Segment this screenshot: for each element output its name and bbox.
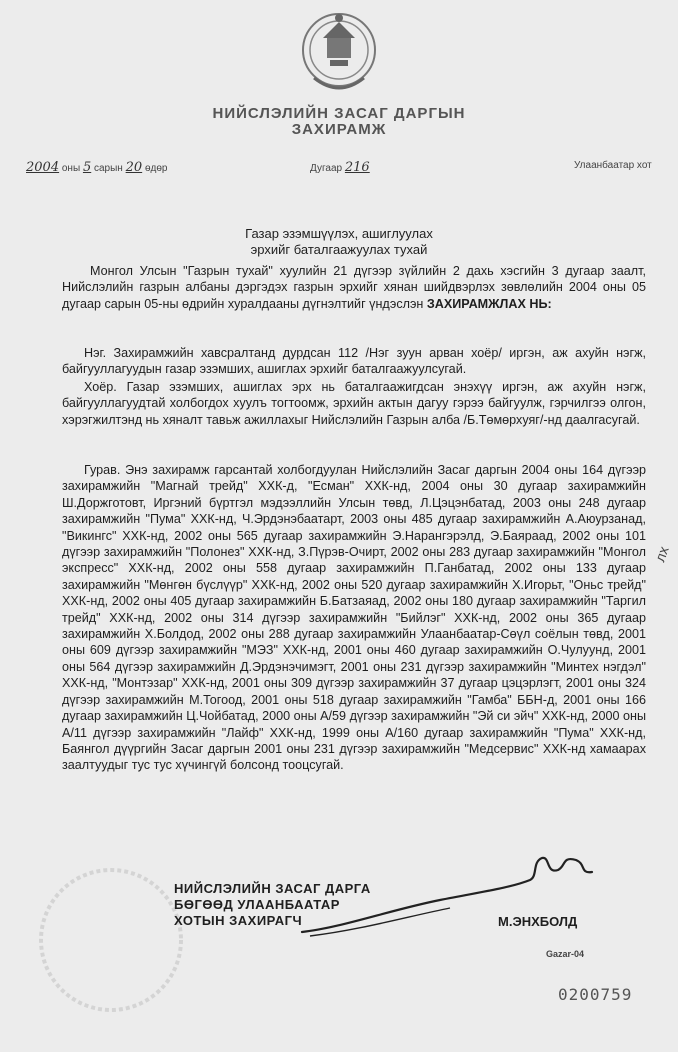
form-code: Gazar-04 xyxy=(546,949,585,959)
month-label: сарын xyxy=(94,163,123,174)
signatory-line-3: ХОТЫН ЗАХИРАГЧ xyxy=(174,913,303,928)
signatory-line-1: НИЙСЛЭЛИЙН ЗАСАГ ДАРГА xyxy=(174,881,371,896)
day-label: өдөр xyxy=(144,163,168,174)
number-label: Дугаар xyxy=(310,163,343,174)
signatory-line-2: БӨГӨӨД УЛААНБААТАР xyxy=(174,897,340,912)
subject-line-2: эрхийг баталгаажуулах тухай xyxy=(250,242,428,257)
city: Улаанбаатар хот xyxy=(574,160,652,171)
number-value: 216 xyxy=(344,160,370,175)
clause-two: Хоёр. Газар эзэмших, ашиглах эрх нь баталгаажигдсан энэхүү иргэн, аж ахуйн нэгж, байгууллагуудтай холбогдох хуулъ тогтоомж, эрхийн актын дагуу гэрээ байгуулж, гэрчилгээ олгон, хэрэгжилтэнд нь хяналт тавьж ажиллахыг Нийслэлийн Газрын алба /Б.Төмөрхуяг/-нд даалгасугай. xyxy=(62,380,646,427)
date-line xyxy=(26,160,167,175)
faded-stamp-icon xyxy=(36,860,186,1020)
document-type: ЗАХИРАМЖ xyxy=(291,121,387,138)
date-month: 5 xyxy=(82,160,92,175)
decree-subject xyxy=(0,226,678,258)
preamble-text: Монгол Улсын "Газрын тухай" хуулийн 21 дүгээр зүйлийн 2 дахь хэсгийн 3 дугаар заалт, Нийслэлийн газрын албаны дэргэдэх газрын эрхийг хянан шийдвэрлэх зөвлөлийн 2004 оны 05 дугаар сарын 05-ны өдрийн хуралдааны дүгнэлтийг үндэслэн xyxy=(62,264,646,311)
clause-one: Нэг. Захирамжийн хавсралтанд дурдсан 112 /Нэг зуун арван хоёр/ иргэн, аж ахуйн нэгж, байгууллагуудын газар эзэмших, ашиглах эрхийг баталгаажуулсугай. xyxy=(62,346,646,377)
signer-name: М.ЭНХБОЛД xyxy=(498,914,578,929)
preamble-paragraph xyxy=(62,263,646,312)
serial-number: 0200759 xyxy=(558,985,633,1004)
state-emblem-icon xyxy=(300,8,378,100)
clause-three: Гурав. Энэ захирамж гарсантай холбогдуулан Нийслэлийн Засаг даргын 2004 оны 164 дүгээр захирамжийн "Магнай трейд" ХХК-д, "Есман" ХХК-нд, 2004 оны 30 дугаар захирамжийн Ш.Доржготовт, Иргэний бүртгэл мэдээллийн Улсын төвд, Л.Цэцэнбатад, 2003 оны 248 дугаар захирамжийн "Пума" ХХК-нд, Ч.Эрдэнэбаатарт, 2003 оны 485 дугаар захирамжийн А.Аюурзанад, "Викингс" ХХК-нд, 2002 оны 565 дугаар захирамжийн Э.Нарангэрэлд, Э.Баяраад, 2002 оны 101 дүгээр захирамжийн "Полонез" ХХК-нд, З.Пүрэв-Очирт, 2002 оны 283 дугаар захирамжийн "Монгол экспресс" ХХК-нд, 2002 оны 558 дугаар захирамжийн П.Ганбатад, 2002 оны 133 дугаар захирамжийн "Мөнгөн бүслүүр" ХХК-нд, 2002 оны 520 дугаар захирамжийн Х.Игорьт, "Оньс трейд" ХХК-нд, 2002 оны 405 дугаар захирамжийн Б.Батзаяад, 2002 оны 180 дугаар захирамжийн "Таргил трейд" ХХК-нд, 2002 оны 314 дүгээр захирамжийн "Бийлэг" ХХК-нд, 2002 оны 365 дугаар захирамжийн Х.Болдод, 2002 оны 288 дугаар захирамжийн Улаанбаатар-Сөүл соёлын төвд, 2001 оны 609 дүгээр захирамжийн "МЭЗ" ХХК-нд, 2001 оны 460 дугаар захирамжийн О.Чулуунд, 2001 оны 564 дүгээр захирамжийн Д.Эрдэнэчимэгт, 2001 оны 231 дүгээр захирамжийн "Минтех нэгдэл" ХХК-нд, "Монтэзар" ХХК-нд, 2001 оны 309 дүгээр захирамжийн 37 дугаар цэцэрлэгт, 2001 оны 324 дүгээр захирамжийн М.Тогоод, 2001 оны 518 дугаар захирамжийн "Гамба" ББН-д, 2001 оны 166 дугаар захирамжийн Ц.Чойбатад, 2000 оны А/59 дүгээр захирамжийн "Эй си эйч" ХХК-нд, 2000 оны А/11 дүгээр захирамжийн "Лайф" ХХК-нд, 1999 оны А/160 дугаар захирамжийн "Пума" ХХК-нд, Баянгол дүүргийн Засаг даргын 2001 оны 231 дүгээр захирамжийн "Медсервис" ХХК-нд хамаарах заалтуудыг тус тус хүчингүй болсонд тооцсугай. xyxy=(62,463,646,773)
date-day: 20 xyxy=(125,160,143,175)
subject-line-1: Газар эзэмшүүлэх, ашиглуулах xyxy=(245,226,433,241)
document-number xyxy=(310,160,370,175)
date-year: 2004 xyxy=(26,160,60,175)
decree-heading: ЗАХИРАМЖЛАХ НЬ: xyxy=(426,296,552,311)
margin-annotation: лх xyxy=(651,544,672,564)
year-label: оны xyxy=(61,163,81,174)
issuing-authority: НИЙСЛЭЛИЙН ЗАСАГ ДАРГЫН xyxy=(212,105,466,122)
